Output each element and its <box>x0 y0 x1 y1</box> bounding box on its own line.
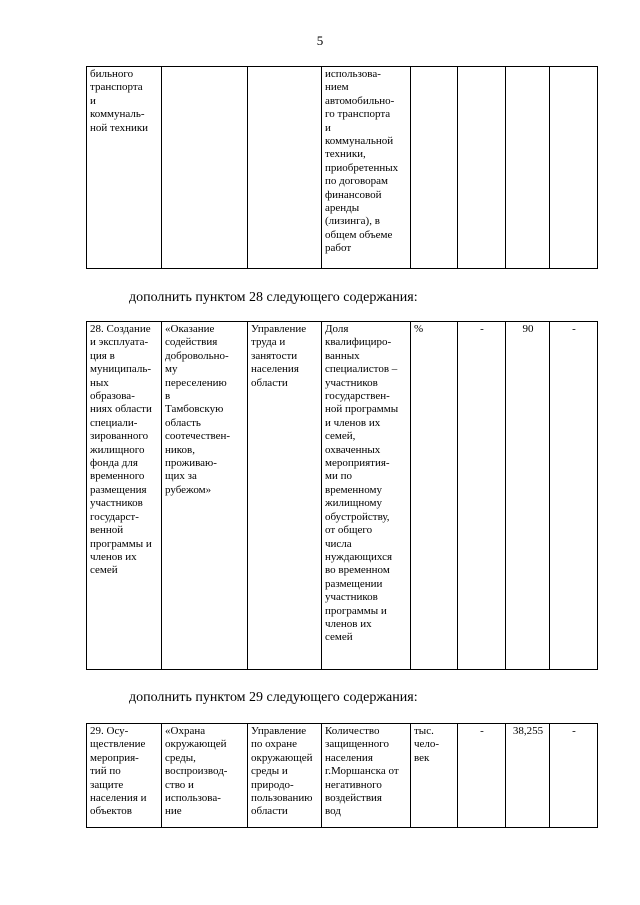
cell-line: зированного <box>90 430 149 443</box>
cell-line: образова- <box>90 390 135 403</box>
cell-line: программы и <box>325 604 387 617</box>
cell-line: и эксплуата- <box>90 336 149 349</box>
table-row <box>87 67 598 269</box>
cell-line: бильного <box>90 68 134 80</box>
cell-line: ной техники <box>90 121 149 134</box>
cell-line: природо- <box>251 778 294 791</box>
cell-line: «Охрана <box>165 725 206 737</box>
cell-line: проживаю- <box>165 457 217 470</box>
cell-line: жилищного <box>90 443 145 456</box>
cell-line: труда и <box>251 336 286 349</box>
table-top-fragment <box>86 66 598 269</box>
cell-line: окружающей <box>251 751 313 764</box>
cell-line: ников, <box>165 443 196 456</box>
cell-line: ных <box>90 376 109 389</box>
cell-line: членов их <box>325 617 372 630</box>
cell-line: добровольно- <box>165 349 229 362</box>
cell-line: защите <box>90 778 124 791</box>
cell-line: от общего <box>325 524 373 537</box>
cell-line: членов их <box>90 550 137 563</box>
cell-line: му <box>165 363 178 376</box>
cell-line: защищенного <box>325 738 389 751</box>
note-add-item-28: дополнить пунктом 28 следующего содержания: <box>129 290 418 305</box>
cell-line: щих за <box>165 470 197 483</box>
cell-line: среды и <box>251 765 288 778</box>
cell-line: использова- <box>325 68 381 80</box>
cell-value-2: 90 <box>506 322 550 670</box>
cell-line: ция в <box>90 349 115 362</box>
cell-indicator <box>322 724 411 828</box>
cell-value-1: - <box>458 322 506 670</box>
cell-line: Доля <box>325 323 349 335</box>
cell-line: переселению <box>165 376 227 389</box>
cell-line: соотечествен- <box>165 430 231 443</box>
cell-executor <box>248 322 322 670</box>
cell-line: охваченных <box>325 443 381 456</box>
cell-line: г.Моршанска от <box>325 765 399 778</box>
cell-line: числа <box>325 537 352 550</box>
cell-line: век <box>414 751 430 764</box>
page-number: 5 <box>316 33 324 48</box>
cell-line: пользованию <box>251 792 313 805</box>
cell-line: 28. Создание <box>90 323 151 335</box>
cell-line: области <box>251 805 288 818</box>
cell-unit: % <box>411 322 458 670</box>
cell-name <box>87 67 162 269</box>
cell-line: воспроизвод- <box>165 765 228 778</box>
cell-line: «Оказание <box>165 323 215 335</box>
cell-value-2: 38,255 <box>506 724 550 828</box>
cell-line: жилищному <box>325 497 382 510</box>
cell-name <box>87 322 162 670</box>
cell-line: нием <box>325 81 349 94</box>
cell-line: и <box>90 94 96 107</box>
cell-value-1 <box>458 67 506 269</box>
note-add-item-29: дополнить пунктом 29 следующего содержания: <box>129 690 418 705</box>
cell-line: фонда для <box>90 457 138 470</box>
cell-line: транспорта <box>90 81 143 94</box>
cell-line: мероприятия- <box>325 457 390 470</box>
cell-line: чело- <box>414 738 440 751</box>
cell-line: среды, <box>165 751 196 764</box>
cell-line: содействия <box>165 336 218 349</box>
cell-line: ство и <box>165 778 194 791</box>
cell-line: программы и <box>90 537 152 550</box>
cell-line: семей <box>325 631 353 644</box>
cell-line: использова- <box>165 792 221 805</box>
cell-line: (лизинга), в <box>325 215 380 228</box>
cell-line: государст- <box>90 510 139 523</box>
cell-line: тий по <box>90 765 121 778</box>
cell-program <box>162 67 248 269</box>
cell-line: аренды <box>325 202 360 215</box>
table-item-28 <box>86 321 598 670</box>
cell-line: населения <box>325 751 373 764</box>
cell-line: временного <box>90 470 145 483</box>
cell-line: размещении <box>325 577 383 590</box>
cell-line: государствен- <box>325 390 390 403</box>
cell-program <box>162 724 248 828</box>
cell-name <box>87 724 162 828</box>
cell-line: ми по <box>325 470 352 483</box>
cell-line: по договорам <box>325 175 388 188</box>
cell-line: ванных <box>325 349 360 362</box>
cell-line: объектов <box>90 805 132 818</box>
table-row <box>87 322 598 670</box>
table-row <box>87 724 598 828</box>
cell-line: рубежом» <box>165 483 212 496</box>
cell-indicator <box>322 67 411 269</box>
cell-line: Управление <box>251 725 307 737</box>
cell-line: во временном <box>325 564 390 577</box>
cell-value-2 <box>506 67 550 269</box>
cell-line: муниципаль- <box>90 363 152 376</box>
cell-line: Тамбовскую <box>165 403 224 416</box>
cell-value-1: - <box>458 724 506 828</box>
cell-line: семей, <box>325 430 356 443</box>
cell-line: по охране <box>251 738 298 751</box>
cell-unit <box>411 67 458 269</box>
cell-line: населения <box>251 363 299 376</box>
cell-line: и <box>325 121 331 134</box>
cell-line: венной <box>90 524 124 537</box>
cell-line: области <box>251 376 288 389</box>
cell-line: участников <box>325 376 378 389</box>
cell-line: ной программы <box>325 403 399 416</box>
cell-indicator <box>322 322 411 670</box>
cell-line: специалистов – <box>325 363 398 376</box>
cell-line: семей <box>90 564 118 577</box>
cell-line: окружающей <box>165 738 227 751</box>
cell-line: нуждающихся <box>325 550 393 563</box>
cell-line: техники, <box>325 148 366 161</box>
cell-line: занятости <box>251 349 298 362</box>
cell-line: тыс. <box>414 725 434 737</box>
cell-line: мероприя- <box>90 751 139 764</box>
cell-line: коммунальной <box>325 135 394 148</box>
cell-line: специали- <box>90 416 138 429</box>
cell-line: в <box>165 390 171 403</box>
cell-line: воздействия <box>325 792 382 805</box>
cell-line: ниях области <box>90 403 152 416</box>
table-item-29 <box>86 723 598 828</box>
cell-line: Управление <box>251 323 307 335</box>
cell-value-3: - <box>550 322 598 670</box>
cell-line: участников <box>90 497 143 510</box>
cell-line: вод <box>325 805 341 818</box>
cell-line: временному <box>325 483 382 496</box>
cell-line: общем объеме <box>325 228 393 241</box>
cell-line: населения и <box>90 792 147 805</box>
cell-line: негативного <box>325 778 382 791</box>
cell-line: го транспорта <box>325 108 391 121</box>
cell-line: квалифициро- <box>325 336 392 349</box>
cell-line: Количество <box>325 725 380 737</box>
cell-line: область <box>165 416 201 429</box>
cell-program <box>162 322 248 670</box>
cell-line: работ <box>325 242 352 255</box>
cell-line: автомобильно- <box>325 94 395 107</box>
cell-line: и членов их <box>325 416 381 429</box>
cell-line: размещения <box>90 483 147 496</box>
cell-line: ние <box>165 805 182 818</box>
cell-value-3 <box>550 67 598 269</box>
cell-executor <box>248 67 322 269</box>
cell-line: приобретенных <box>325 161 399 174</box>
cell-line: участников <box>325 591 378 604</box>
cell-line: коммуналь- <box>90 108 145 121</box>
cell-line: обустройству, <box>325 510 390 523</box>
cell-executor <box>248 724 322 828</box>
cell-value-3: - <box>550 724 598 828</box>
cell-line: финансовой <box>325 188 382 201</box>
cell-line: 29. Осу- <box>90 725 129 737</box>
cell-unit <box>411 724 458 828</box>
cell-line: ществление <box>90 738 146 751</box>
